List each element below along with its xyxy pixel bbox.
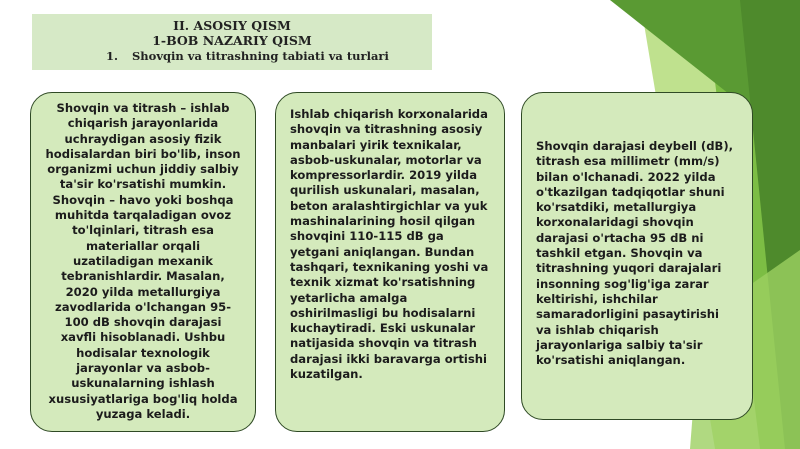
section-title: II. ASOSIY QISM bbox=[173, 18, 291, 33]
chapter-title: 1-BOB NAZARIY QISM bbox=[152, 33, 312, 48]
subsection-label: Shovqin va titrashning tabiati va turlari bbox=[132, 49, 389, 63]
subsection-title bbox=[32, 49, 432, 64]
card-measurement-text: Shovqin darajasi deybell (dB), titrash esa millimetr (mm/s) bilan o'lchanadi. 2022 yilda o'tkazilgan tadqiqotlar shuni ko'rsatdiki, metallurgiya korxonalaridagi shovqin darajasi o'rtacha 95 dB ni tashkil etgan. Shovqin va titrashning yuqori darajalari insonning sog'lig'iga zarar keltirishi, ishchilar samaradorligini pasaytirishi va ishlab chiqarish jarayonlariga salbiy ta'sir ko'rsatishi aniqlangan. bbox=[536, 139, 734, 368]
subsection-number: 1. bbox=[106, 49, 119, 63]
card-sources-text: Ishlab chiqarish korxonalarida shovqin va titrashning asosiy manbalari yirik texnikalar, asbob-uskunalar, motorlar va kompressorlardir. 2019 yilda qurilish uskunalari, masalan, beton aralashtirgichlar va yuk mashinalarining hosil qilgan shovqini 110-115 dB ga yetgani aniqlangan. Bundan tashqari, texnikaning yoshi va texnik xizmat ko'rsatishning yetarlicha amalga oshirilmasligi bu hodisalarni kuchaytiradi. Eski uskunalar natijasida shovqin va titrash darajasi ikki baravarga ortishi kuzatilgan. bbox=[290, 107, 489, 382]
card-measurement bbox=[521, 92, 753, 420]
card-sources bbox=[275, 92, 505, 432]
card-definition-text: Shovqin va titrash – ishlab chiqarish jarayonlarida uchraydigan asosiy fizik hodisalardan biri bo'lib, inson organizmi uchun jiddiy salbiy ta'sir ko'rsatishi mumkin. Shovqin – havo yoki boshqa muhitda tarqaladigan ovoz to'lqinlari, titrash esa materiallar orqali uzatiladigan mexanik tebranishlardir. Masalan, 2020 yilda metallurgiya zavodlarida o'lchangan 95-100 dB shovqin darajasi xavfli hisoblanadi. Ushbu hodisalar texnologik jarayonlar va asbob-uskunalarning ishlash xususiyatlariga bog'liq holda yuzaga keladi. bbox=[45, 101, 241, 421]
card-definition bbox=[30, 92, 256, 432]
title-box bbox=[32, 14, 432, 70]
